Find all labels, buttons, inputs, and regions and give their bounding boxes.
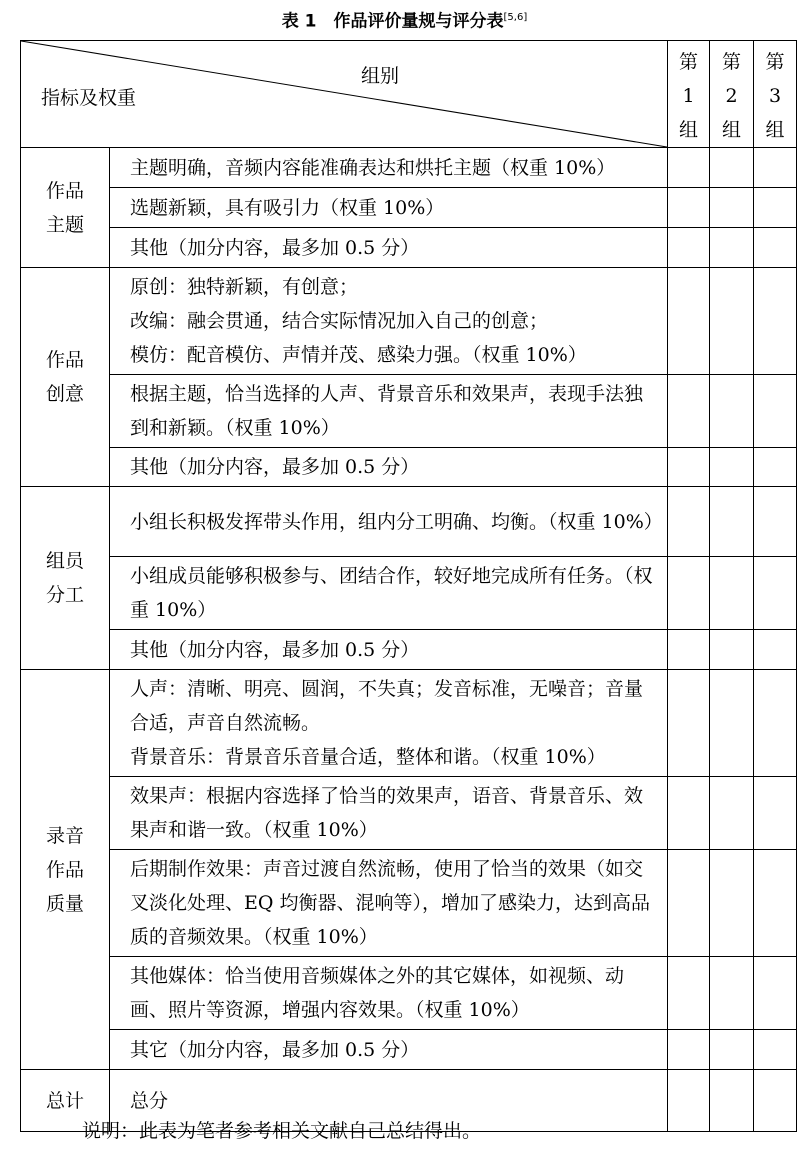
category-cell — [21, 148, 110, 268]
score-cell-group-1[interactable] — [668, 670, 710, 777]
score-cell-group-2[interactable] — [710, 228, 754, 268]
score-cell-group-2[interactable] — [710, 850, 754, 957]
criterion-text: 根据主题，恰当选择的人声、背景音乐和效果声，表现手法独到和新颖。（权重 10%） — [130, 383, 644, 439]
criterion-text: 小组长积极发挥带头作用，组内分工明确、均衡。（权重 10%） — [130, 510, 663, 533]
criterion-row — [21, 957, 797, 1030]
score-cell-group-1[interactable] — [668, 188, 710, 228]
score-cell-group-2[interactable] — [710, 148, 754, 188]
criterion-cell — [110, 188, 668, 228]
group-2-header — [710, 41, 754, 148]
header-row — [21, 41, 797, 148]
score-cell-group-3[interactable] — [754, 850, 797, 957]
criterion-row — [21, 148, 797, 188]
score-cell-group-2[interactable] — [710, 557, 754, 630]
score-cell-group-3[interactable] — [754, 957, 797, 1030]
score-cell-group-1[interactable] — [668, 1030, 710, 1070]
score-cell-group-1[interactable] — [668, 228, 710, 268]
score-cell-group-1[interactable] — [668, 148, 710, 188]
criterion-text: 效果声：根据内容选择了恰当的效果声，语音、背景音乐、效果声和谐一致。（权重 10%） — [130, 785, 644, 841]
criterion-text: 人声：清晰、明亮、圆润，不失真；发音标准，无噪音；音量合适，声音自然流畅。 背景音乐：背景音乐音量合适，整体和谐。（权重 10%） — [130, 678, 644, 768]
group-3-header — [754, 41, 797, 148]
score-cell-group-3[interactable] — [754, 375, 797, 448]
criterion-cell — [110, 487, 668, 557]
score-cell-group-2[interactable] — [710, 777, 754, 850]
group-1-header — [668, 41, 710, 148]
category-name: 作品 主题 — [45, 179, 84, 236]
criterion-row — [21, 630, 797, 670]
group-2-header-text: 第 2 组 — [721, 51, 741, 141]
score-cell-group-2[interactable] — [710, 487, 754, 557]
criterion-cell — [110, 557, 668, 630]
criterion-cell — [110, 228, 668, 268]
criterion-cell — [110, 777, 668, 850]
criterion-cell — [110, 630, 668, 670]
criterion-cell — [110, 268, 668, 375]
score-cell-group-2[interactable] — [710, 670, 754, 777]
score-cell-group-3[interactable] — [754, 188, 797, 228]
score-cell-group-1[interactable] — [668, 557, 710, 630]
score-cell-group-1[interactable] — [668, 268, 710, 375]
category-name: 录音 作品 质量 — [45, 824, 84, 915]
criterion-text: 其他（加分内容，最多加 0.5 分） — [130, 236, 420, 259]
criterion-cell — [110, 1030, 668, 1070]
score-cell-group-3[interactable] — [754, 228, 797, 268]
score-cell-group-2[interactable] — [710, 448, 754, 487]
category-cell — [21, 268, 110, 487]
group-label: 组别 — [361, 65, 400, 87]
criterion-text: 其它（加分内容，最多加 0.5 分） — [130, 1038, 420, 1061]
criterion-cell — [110, 850, 668, 957]
score-cell-group-1[interactable] — [668, 375, 710, 448]
group-1-header-text: 第 1 组 — [678, 51, 698, 141]
criterion-row — [21, 228, 797, 268]
index-weight-label: 指标及权重 — [41, 87, 137, 109]
score-cell-group-2[interactable] — [710, 1030, 754, 1070]
criterion-row — [21, 1030, 797, 1070]
score-cell-group-1[interactable] — [668, 448, 710, 487]
category-cell — [21, 487, 110, 670]
score-cell-group-1[interactable] — [668, 957, 710, 1030]
score-cell-group-1[interactable] — [668, 777, 710, 850]
total-score-group-1[interactable] — [668, 1070, 710, 1132]
criterion-row — [21, 777, 797, 850]
group-3-header-text: 第 3 组 — [765, 51, 785, 141]
criterion-row — [21, 375, 797, 448]
table-title-text: 表 1 作品评价量规与评分表 — [281, 11, 504, 32]
score-cell-group-3[interactable] — [754, 1030, 797, 1070]
table-title — [0, 6, 809, 34]
criterion-row — [21, 448, 797, 487]
criterion-cell — [110, 148, 668, 188]
criterion-row — [21, 188, 797, 228]
score-cell-group-1[interactable] — [668, 850, 710, 957]
criterion-text: 主题明确，音频内容能准确表达和烘托主题（权重 10%） — [130, 156, 616, 179]
criterion-text: 其他（加分内容，最多加 0.5 分） — [130, 456, 420, 478]
score-cell-group-3[interactable] — [754, 268, 797, 375]
score-cell-group-2[interactable] — [710, 188, 754, 228]
criterion-text: 选题新颖，具有吸引力（权重 10%） — [130, 196, 445, 219]
score-cell-group-1[interactable] — [668, 487, 710, 557]
category-name: 组员 分工 — [45, 550, 84, 606]
total-value: 总分 — [110, 1070, 668, 1132]
category-cell — [21, 670, 110, 1070]
criterion-cell — [110, 375, 668, 448]
table-reference: [5,6] — [503, 12, 528, 23]
criterion-row — [21, 487, 797, 557]
criterion-text: 后期制作效果：声音过渡自然流畅，使用了恰当的效果（如交叉淡化处理、EQ 均衡器、混响等），增加了感染力，达到高品质的音频效果。（权重 10%） — [130, 858, 650, 948]
score-cell-group-3[interactable] — [754, 670, 797, 777]
criterion-row — [21, 850, 797, 957]
criterion-row — [21, 670, 797, 777]
category-name: 作品 创意 — [45, 349, 84, 405]
score-cell-group-3[interactable] — [754, 448, 797, 487]
score-cell-group-2[interactable] — [710, 268, 754, 375]
criterion-cell — [110, 670, 668, 777]
score-cell-group-3[interactable] — [754, 557, 797, 630]
diagonal-header-cell — [21, 41, 668, 148]
evaluation-table — [20, 40, 797, 1132]
criterion-cell — [110, 957, 668, 1030]
score-cell-group-3[interactable] — [754, 777, 797, 850]
score-cell-group-2[interactable] — [710, 375, 754, 448]
score-cell-group-3[interactable] — [754, 630, 797, 670]
score-cell-group-2[interactable] — [710, 630, 754, 670]
criterion-text: 小组成员能够积极参与、团结合作，较好地完成所有任务。（权重 10%） — [130, 565, 653, 621]
score-cell-group-3[interactable] — [754, 148, 797, 188]
total-score-group-3[interactable] — [754, 1070, 797, 1132]
criterion-row — [21, 557, 797, 630]
score-cell-group-3[interactable] — [754, 487, 797, 557]
criterion-text: 其他媒体：恰当使用音频媒体之外的其它媒体，如视频、动画、照片等资源，增强内容效果。（权重 10%） — [130, 965, 625, 1021]
criterion-text: 其他（加分内容，最多加 0.5 分） — [130, 638, 420, 661]
criterion-text: 原创：独特新颖，有创意； 改编：融会贯通，结合实际情况加入自己的创意； 模仿：配音模仿、声情并茂、感染力强。（权重 10%） — [130, 276, 587, 366]
table-note: 说明：此表为笔者参考相关文献自己总结得出。 — [82, 1120, 482, 1142]
total-score-group-2[interactable] — [710, 1070, 754, 1132]
total-label: 总计 — [21, 1070, 110, 1132]
score-cell-group-1[interactable] — [668, 630, 710, 670]
criterion-row — [21, 268, 797, 375]
score-cell-group-2[interactable] — [710, 957, 754, 1030]
criterion-cell — [110, 448, 668, 487]
